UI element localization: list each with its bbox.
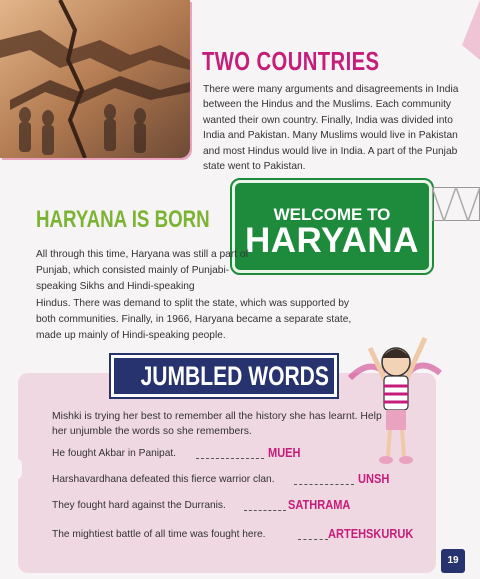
question-4: The mightiest battle of all time was fought here. bbox=[52, 529, 266, 540]
sign-gantry-icon bbox=[432, 187, 480, 221]
two-countries-text: There were many arguments and disagreements in India between the Hindus and the Muslims. Each community wanted their own country. Finally, India was divided into India and Pakistan. Many Muslims would live in Pakistan and most Hindus would live in India. A part of the Punjab state went to Pakistan. bbox=[203, 84, 459, 173]
sign-line-2: HARYANA bbox=[245, 221, 419, 260]
haryana-born-heading: HARYANA IS BORN bbox=[36, 206, 210, 233]
jumbled-words-title: JUMBLED WORDS bbox=[140, 361, 329, 391]
answer-line-4[interactable] bbox=[298, 539, 328, 540]
haryana-born-text-b: Hindus. There was demand to split the state, which was supported by both communities. Finally, in 1966, Haryana became a separate state, made up mainly of Hindi-speaking people. bbox=[36, 297, 352, 342]
activity-intro: Mishki is trying her best to remember all the history she has learnt. Help her unjumble the words so she remembers. bbox=[52, 411, 382, 437]
answer-line-2[interactable] bbox=[294, 484, 354, 485]
jumbled-words-banner bbox=[111, 355, 337, 397]
partition-illustration bbox=[0, 0, 190, 158]
two-countries-heading: TWO COUNTRIES bbox=[202, 46, 380, 76]
haryana-born-text-a: All through this time, Haryana was still a part of Punjab, which consisted mainly of Punjabi-speaking Sikhs and Hindi-speaking bbox=[36, 249, 249, 293]
box-notch bbox=[8, 458, 22, 480]
haryana-born-text bbox=[36, 247, 352, 344]
jumbled-word-4: ARTEHSKURUK bbox=[328, 526, 414, 541]
jumbled-word-3: SATHRAMA bbox=[288, 497, 351, 512]
question-3: They fought hard against the Durranis. bbox=[52, 500, 226, 511]
jumbled-word-2: UNSH bbox=[358, 471, 390, 486]
question-2: Harshavardhana defeated this fierce warrior clan. bbox=[52, 474, 275, 485]
corner-decoration bbox=[452, 0, 480, 60]
sign-line-1: WELCOME TO bbox=[273, 205, 391, 224]
answer-line-1[interactable] bbox=[196, 458, 264, 459]
answer-line-3[interactable] bbox=[244, 510, 286, 511]
page-number: 19 bbox=[441, 549, 465, 573]
question-1: He fought Akbar in Panipat. bbox=[52, 448, 177, 459]
mishki-character-illustration bbox=[340, 318, 450, 478]
jumbled-word-1: MUEH bbox=[268, 445, 301, 460]
